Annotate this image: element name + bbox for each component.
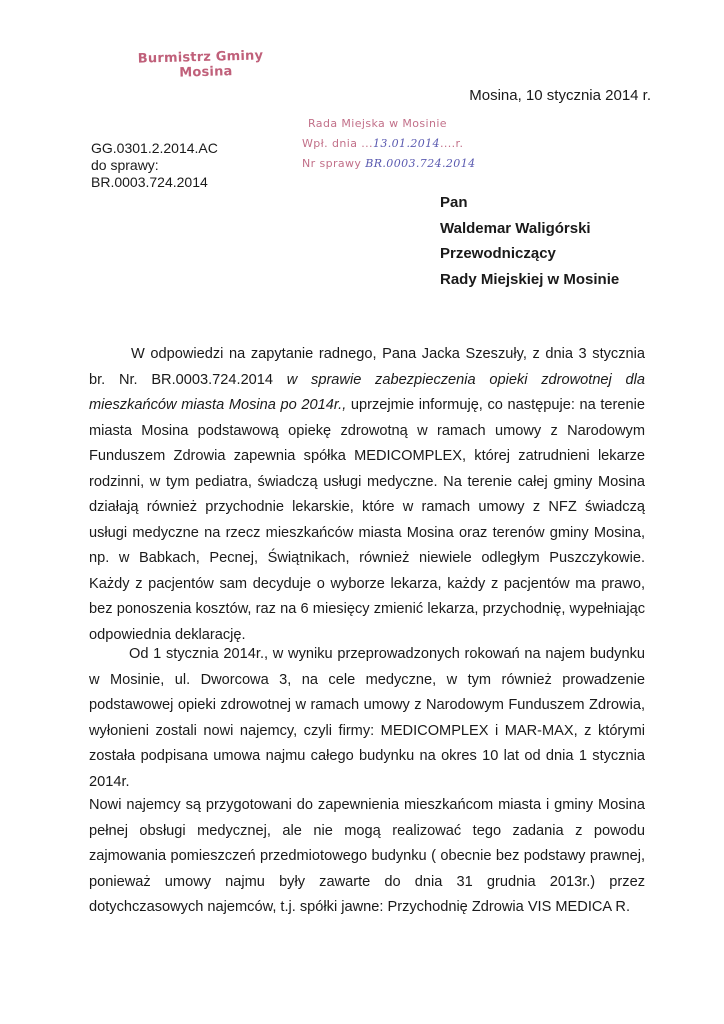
addressee-position: Przewodniczący [440,245,556,262]
letter-date: Mosina, 10 stycznia 2014 r. [469,87,651,104]
received-suffix: r. [455,137,464,150]
reference-block [91,140,218,191]
addressee-name: Waldemar Waligórski [440,219,591,237]
p1-rest: uprzejmie informuję, co następuje: na terenie miasta Mosina podstawową opiekę zdrowotną w ramach umowy z Narodowym Funduszem Zdrowia zapewnia spółka MEDICOMPLEX, której zatrudnieni lekarze rodzinni, w tym pediatra, świadczą usługi medyczne. Na terenie całej gminy Mosina działają również przychodnie lekarskie, które w ramach umowy z NFZ świadczą usługi medyczne na rzecz mieszkańców miasta Mosina oraz terenów gminy Mosina, np. w Babkach, Pecnej, Świątnikach, również niewiele odległym Puszczykowie. Każdy z pacjentów sam decyduje o wyborze lekarza, każdy z pacjentów ma prawo, bez ponoszenia kosztów, raz na 6 miesięcy zmienić lekarza, przychodnię, wypełniając odpowiednia deklarację. [89,397,645,643]
p1-subject-italic: w sprawie zabezpieczenia opieki zdrowotnej dla mieszkańców miasta Mosina po 2014r., [89,371,645,413]
rada-stamp-title: Rada Miejska w Mosinie [308,117,447,130]
burmistrz-stamp [138,48,264,81]
body-paragraph-1 [89,342,645,648]
case-label: Nr sprawy [302,157,362,170]
addressee-salutation: Pan [440,194,468,211]
addressee-block [440,190,619,292]
received-date-handwritten: 13.01.2014 [372,137,440,150]
rada-receipt-stamp [302,114,476,174]
reference-label: do sprawy: [91,157,159,173]
rada-stamp-case [302,154,476,174]
stamp-line-1: Burmistrz Gminy [137,48,264,67]
case-number-handwritten: BR.0003.724.2014 [365,157,476,170]
body-paragraph-2: Od 1 stycznia 2014r., w wyniku przeprowadzonych rokowań na najem budynku w Mosinie, ul. Dworcowa 3, na cele medyczne, w tym również prowadzenie podstawowej opieki zdrowotnej w ramach umowy z Narodowym Funduszem Zdrowia, wyłonieni zostali nowi najemcy, czyli firmy: MEDICOMPLEX i MAR-MAX, z którymi została podpisana umowa najmu całego budynku na okres 10 lat od dnia 1 stycznia 2014r. [89,646,645,790]
reference-number: GG.0301.2.2014.AC [91,140,218,156]
stamp-line-2: Mosina [179,64,233,81]
body-paragraph-3: Nowi najemcy są przygotowani do zapewnienia mieszkańcom miasta i gminy Mosina pełnej obsługi medycznej, ale nie mogą realizować tego zadania z powodu zajmowania pomieszczeń przedmiotowego budynku ( obecnie bez podstawy prawnej, ponieważ umowy najmu były zawarte do dnia 31 grudnia 2013r.) przez dotychczasowych najemców, t.j. spółki jawne: Przychodnię Zdrowia VIS MEDICA R. [89,797,645,915]
p1-lead: W odpowiedzi na zapytanie radnego, Pana Jacka Szeszuły, z dnia 3 stycznia br. Nr. BR.0003.724.2014 [89,346,645,388]
rada-stamp-received: Wpł. dnia ...13.01.2014....r. [302,137,464,150]
received-label: Wpł. dnia [302,137,358,150]
reference-case: BR.0003.724.2014 [91,174,208,190]
addressee-institution: Rady Miejskiej w Mosinie [440,270,620,288]
